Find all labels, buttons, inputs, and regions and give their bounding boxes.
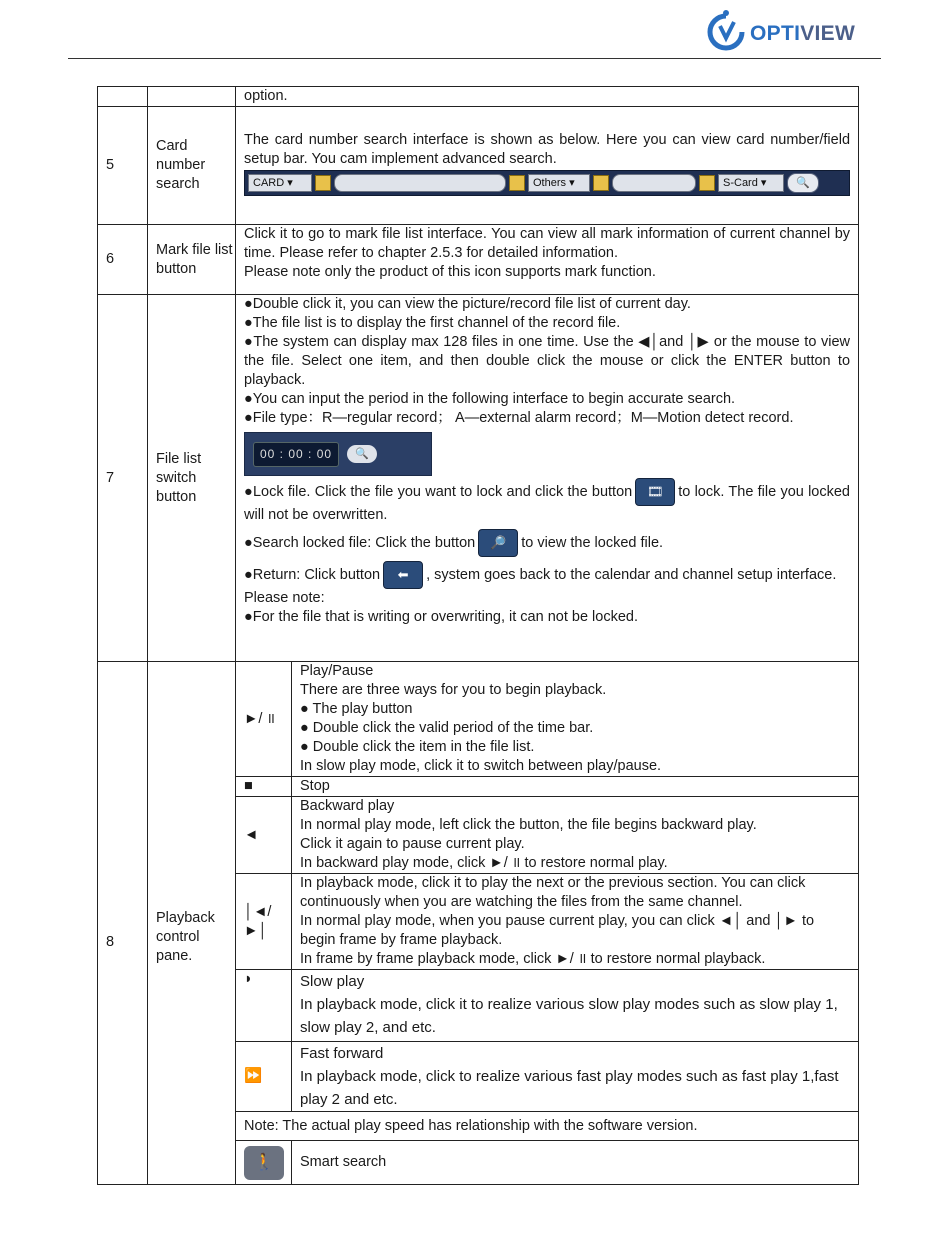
field-value-input[interactable] xyxy=(612,174,696,192)
backward-line: Click it again to pause current play. xyxy=(300,836,525,852)
brand-part2: VIEW xyxy=(800,22,856,45)
play-way: ● Double click the valid period of the time bar. xyxy=(300,720,594,736)
search-icon: 🔍 xyxy=(355,447,369,460)
slow-play-title: Slow play xyxy=(300,973,365,990)
clear-icon[interactable] xyxy=(699,175,715,191)
feature-table xyxy=(97,86,859,1185)
row-continuation: option. xyxy=(236,87,859,107)
row-label: File list switch button xyxy=(148,295,236,662)
frame-line: In frame by frame playback mode, click ►/ ॥ to restore normal playback. xyxy=(300,951,766,967)
row-label: Card number search xyxy=(148,107,236,225)
bullet-item: ●Double click it, you can view the picture/record file list of current day. xyxy=(244,296,691,312)
row-number: 5 xyxy=(98,107,148,225)
row-label: Playback control pane. xyxy=(148,662,236,1185)
slow-play-text: In playback mode, click it to realize various slow play modes such as slow play 1, slow play 2, and etc. xyxy=(300,996,838,1036)
brand-name xyxy=(750,22,855,46)
backward-line: In normal play mode, left click the button, the file begins backward play. xyxy=(300,817,757,833)
backward-play-icon: ◄ xyxy=(236,797,292,874)
card-select[interactable]: CARD ▾ xyxy=(248,174,312,192)
speed-note: Note: The actual play speed has relationship with the software version. xyxy=(236,1112,859,1141)
card-search-toolbar xyxy=(244,170,850,196)
backward-line: In backward play mode, click ►/ ॥ to restore normal play. xyxy=(300,855,668,871)
search-icon: 🔍 xyxy=(796,176,810,189)
row-number: 8 xyxy=(98,662,148,1185)
row-description: Click it to go to mark file list interface. You can view all mark information of current channel by time. Please refer to chapter 2.5.3 for detailed information. xyxy=(244,226,851,261)
note-text: ●For the file that is writing or overwriting, it can not be locked. xyxy=(244,609,638,625)
header-rule xyxy=(68,58,881,59)
table-row xyxy=(98,295,859,662)
optiview-logo-icon xyxy=(706,8,746,52)
table-row xyxy=(98,107,859,225)
backward-title: Backward play xyxy=(300,798,395,814)
time-search-button[interactable] xyxy=(347,445,377,463)
bullet-item: ●File type：R—regular record； A—external alarm record；M—Motion detect record. xyxy=(244,410,794,426)
row-number: 6 xyxy=(98,225,148,295)
smart-search-icon: 🚶 xyxy=(244,1146,284,1180)
fast-forward-text: In playback mode, click to realize various fast play modes such as fast play 1,fast play 2 and etc. xyxy=(300,1068,839,1108)
bullet-item: ●You can input the period in the following interface to begin accurate search. xyxy=(244,391,736,407)
bullet-item: ●The file list is to display the first channel of the record file. xyxy=(244,315,621,331)
card-picker-icon[interactable] xyxy=(315,175,331,191)
row-description: The card number search interface is shown as below. Here you can view card number/field setup bar. You cam implement advanced search. xyxy=(244,132,851,167)
play-way: ● Double click the item in the file list. xyxy=(300,739,535,755)
frame-line: In normal play mode, when you pause current play, you can click ◄│ and │► to begin frame by frame playback. xyxy=(300,913,815,948)
table-row xyxy=(98,87,859,107)
play-slow-note: In slow play mode, click it to switch between play/pause. xyxy=(300,758,662,774)
add-field-icon[interactable] xyxy=(509,175,525,191)
time-input[interactable]: 00 : 00 : 00 xyxy=(253,442,339,467)
bullet-item: ●The system can display max 128 files in one time. Use the ◀│and │▶ or the mouse to view the file. Select one item, and then double click the mouse or click the ENTER button to playback. xyxy=(244,334,851,388)
field-select[interactable]: Others ▾ xyxy=(528,174,590,192)
brand-part1: OPTI xyxy=(750,22,801,45)
search-locked-icon[interactable]: 🔎 xyxy=(478,529,518,557)
stop-title: Stop xyxy=(292,777,859,797)
play-pause-icon: ►/ ॥ xyxy=(236,662,292,777)
table-row xyxy=(98,662,859,777)
play-way: ● The play button xyxy=(300,701,413,717)
fast-forward-title: Fast forward xyxy=(300,1045,384,1062)
optiview-logo xyxy=(706,8,876,56)
card-number-input[interactable] xyxy=(334,174,506,192)
row-note: Please note only the product of this icon supports mark function. xyxy=(244,264,656,280)
smart-search-title: Smart search xyxy=(292,1141,859,1185)
row-number: 7 xyxy=(98,295,148,662)
time-search-box xyxy=(244,432,432,476)
note-label: Please note: xyxy=(244,590,325,606)
search-button[interactable] xyxy=(787,173,819,193)
return-icon[interactable]: ⬅ xyxy=(383,561,423,589)
lock-file-icon[interactable]: 🎞 xyxy=(635,478,675,506)
bullet-item: ●Return: Click button ⬅ , system goes back to the calendar and channel setup interface. xyxy=(244,561,850,589)
play-title: Play/Pause xyxy=(300,663,374,679)
stop-icon: ■ xyxy=(236,777,292,797)
bullet-item: ●Search locked file: Click the button 🔎 to view the locked file. xyxy=(244,529,850,557)
play-intro: There are three ways for you to begin playback. xyxy=(300,682,607,698)
slow-play-icon: ◗ xyxy=(236,970,292,1042)
field-picker-icon[interactable] xyxy=(593,175,609,191)
frame-step-icon: │◄/ ►│ xyxy=(236,874,292,970)
bullet-item: ●Lock file. Click the file you want to lock and click the button 🎞 to lock. The file you locked will not be overwritten. xyxy=(244,478,850,525)
storage-select[interactable]: S-Card ▾ xyxy=(718,174,784,192)
row-label: Mark file list button xyxy=(148,225,236,295)
table-row xyxy=(98,225,859,295)
frame-line: In playback mode, click it to play the next or the previous section. You can click continuously when you are watching the files from the same channel. xyxy=(300,875,806,910)
fast-forward-icon: ⏩ xyxy=(236,1042,292,1112)
